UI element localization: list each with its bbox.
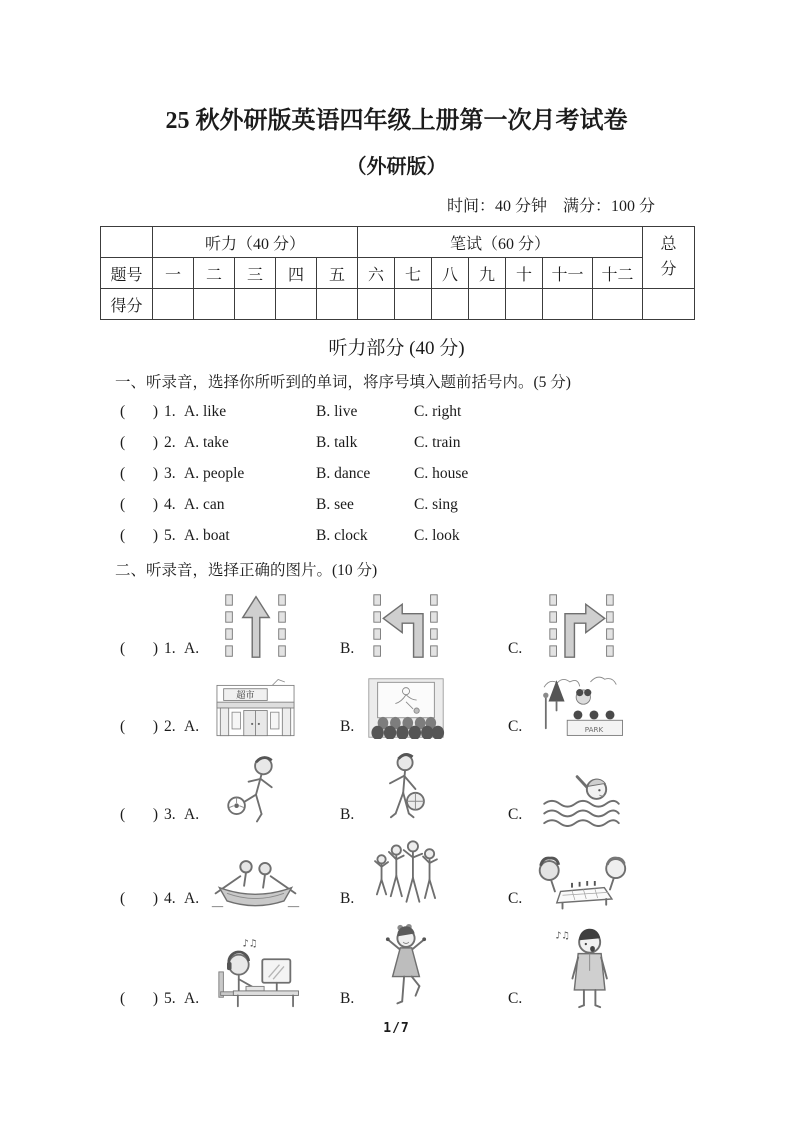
option-b: B. dance: [316, 465, 371, 482]
score-cell: [317, 289, 358, 320]
col-header: 十: [506, 258, 543, 289]
answer-bracket: ( ): [120, 718, 158, 735]
option-c-label: C.: [508, 890, 523, 907]
part2-question-row: [120, 673, 793, 739]
score-cell: [395, 289, 432, 320]
part1-question-row: [120, 403, 793, 421]
col-header: 九: [469, 258, 506, 289]
score-cell: [432, 289, 469, 320]
question-number: 4.: [164, 496, 176, 513]
option-c: C. house: [414, 465, 469, 482]
full-score-label: 满分：100 分: [562, 198, 655, 215]
written-section-header: 笔试（60 分）: [358, 227, 643, 258]
col-header: 十一: [543, 258, 593, 289]
swim-image: [539, 767, 624, 827]
option-a: A. can: [184, 496, 225, 513]
col-header: 二: [194, 258, 235, 289]
supermarket-sign-text: 超市: [236, 689, 255, 701]
option-image-go-straight-arrow: [208, 591, 303, 661]
option-image-girl-dancing: [366, 923, 446, 1011]
music-notes-glyph: ♪♫: [242, 938, 258, 950]
option-b: B. talk: [316, 434, 358, 451]
option-image-supermarket: [208, 677, 303, 739]
option-image-row-a-boat: [208, 851, 303, 911]
time-limit-label: 时间：40 分钟: [446, 198, 547, 215]
option-a: A. people: [184, 465, 245, 482]
option-a-label: A.: [184, 990, 200, 1007]
option-image-listen-to-music-at-computer: [208, 931, 303, 1011]
score-cell: [358, 289, 395, 320]
option-image-play-basketball: [366, 751, 446, 827]
total-score-header: 总分: [643, 227, 695, 289]
listen-to-music-at-computer-image: [208, 931, 303, 1011]
part1-question-row: [120, 434, 793, 452]
option-a-label: A.: [184, 890, 200, 907]
part2-question-row: [120, 839, 793, 911]
score-cell: [469, 289, 506, 320]
question-number-row-label: 题号: [101, 258, 153, 289]
option-image-play-football: [208, 753, 303, 827]
answer-bracket: ( ): [120, 434, 158, 451]
col-header: 一: [153, 258, 194, 289]
col-header: 七: [395, 258, 432, 289]
park-image: [534, 673, 629, 739]
option-b-label: B.: [340, 640, 355, 657]
score-table-corner-cell: [101, 227, 153, 258]
option-image-swim: [534, 767, 629, 827]
option-image-boy-singing: [534, 923, 629, 1011]
option-c: C. train: [414, 434, 461, 451]
supermarket-image: [208, 677, 303, 739]
option-image-turn-left-arrow: [366, 591, 446, 661]
option-a-label: A.: [184, 718, 200, 735]
cinema-image: [366, 677, 446, 739]
option-a: A. boat: [184, 527, 230, 544]
option-c-label: C.: [508, 718, 523, 735]
option-b-label: B.: [340, 990, 355, 1007]
answer-bracket: ( ): [120, 990, 158, 1007]
turn-left-arrow-image: [366, 591, 446, 661]
score-row-label: 得分: [101, 289, 153, 320]
option-b: B. see: [316, 496, 354, 513]
answer-bracket: ( ): [120, 527, 158, 544]
boy-singing-image: [547, 923, 617, 1011]
option-a: A. like: [184, 403, 227, 420]
row-a-boat-image: [208, 851, 303, 911]
listening-part-heading: 听力部分 (40 分): [328, 338, 465, 359]
park-sign-text: PARK: [584, 724, 604, 734]
part2-instruction: 二、听录音，选择正确的图片。(10 分): [115, 562, 378, 579]
part2-question-row: [120, 591, 793, 661]
total-score-cell: [643, 289, 695, 320]
option-c: C. right: [414, 403, 462, 420]
col-header: 三: [235, 258, 276, 289]
part1-question-row: [120, 527, 793, 545]
part1-question-row: [120, 496, 793, 514]
col-header: 八: [432, 258, 469, 289]
option-b-label: B.: [340, 806, 355, 823]
option-a: A. take: [184, 434, 229, 451]
exam-meta: [100, 193, 693, 216]
option-image-cinema: [366, 677, 446, 739]
score-cell: [153, 289, 194, 320]
dance-together-image: [366, 839, 446, 911]
question-number: 4.: [164, 890, 176, 907]
question-number: 3.: [164, 465, 176, 482]
answer-bracket: ( ): [120, 640, 158, 657]
option-c-label: C.: [508, 640, 523, 657]
answer-bracket: ( ): [120, 890, 158, 907]
option-c-label: C.: [508, 990, 523, 1007]
part2-question-row: [120, 751, 793, 827]
question-number: 2.: [164, 434, 176, 451]
option-image-turn-right-arrow: [534, 591, 629, 661]
score-cell: [593, 289, 643, 320]
answer-bracket: ( ): [120, 806, 158, 823]
col-header: 四: [276, 258, 317, 289]
play-basketball-image: [373, 751, 439, 827]
page-subtitle: （外研版）: [346, 156, 447, 178]
music-notes-glyph: ♪♫: [554, 930, 570, 942]
turn-right-arrow-image: [542, 591, 622, 661]
question-number: 5.: [164, 527, 176, 544]
part1-question-row: [120, 465, 793, 483]
part1-instruction: 一、听录音，选择你所听到的单词，将序号填入题前括号内。(5 分): [115, 374, 571, 391]
answer-bracket: ( ): [120, 403, 158, 420]
option-image-play-chess: [534, 849, 629, 911]
option-b: B. live: [316, 403, 358, 420]
option-image-dance-together: [366, 839, 446, 911]
option-b-label: B.: [340, 718, 355, 735]
score-cell: [235, 289, 276, 320]
score-cell: [543, 289, 593, 320]
score-cell: [276, 289, 317, 320]
col-header: 十二: [593, 258, 643, 289]
col-header: 五: [317, 258, 358, 289]
answer-bracket: ( ): [120, 465, 158, 482]
option-image-park: [534, 673, 629, 739]
page-title: 25 秋外研版英语四年级上册第一次月考试卷: [165, 108, 628, 134]
part2-question-row: [120, 923, 793, 1011]
question-number: 1.: [164, 640, 176, 657]
play-chess-image: [534, 849, 629, 911]
go-straight-arrow-image: [216, 591, 296, 661]
option-c: C. look: [414, 527, 460, 544]
score-cell: [194, 289, 235, 320]
question-number: 5.: [164, 990, 176, 1007]
question-number: 3.: [164, 806, 176, 823]
answer-bracket: ( ): [120, 496, 158, 513]
girl-dancing-image: [376, 923, 436, 1011]
option-c: C. sing: [414, 496, 458, 513]
score-cell: [506, 289, 543, 320]
score-table: [100, 226, 695, 320]
question-number: 1.: [164, 403, 176, 420]
option-b: B. clock: [316, 527, 368, 544]
option-b-label: B.: [340, 890, 355, 907]
page-number: 1/7: [383, 1021, 410, 1036]
option-a-label: A.: [184, 640, 200, 657]
question-number: 2.: [164, 718, 176, 735]
play-football-image: [217, 753, 295, 827]
option-a-label: A.: [184, 806, 200, 823]
col-header: 六: [358, 258, 395, 289]
option-c-label: C.: [508, 806, 523, 823]
listening-section-header: 听力（40 分）: [153, 227, 358, 258]
